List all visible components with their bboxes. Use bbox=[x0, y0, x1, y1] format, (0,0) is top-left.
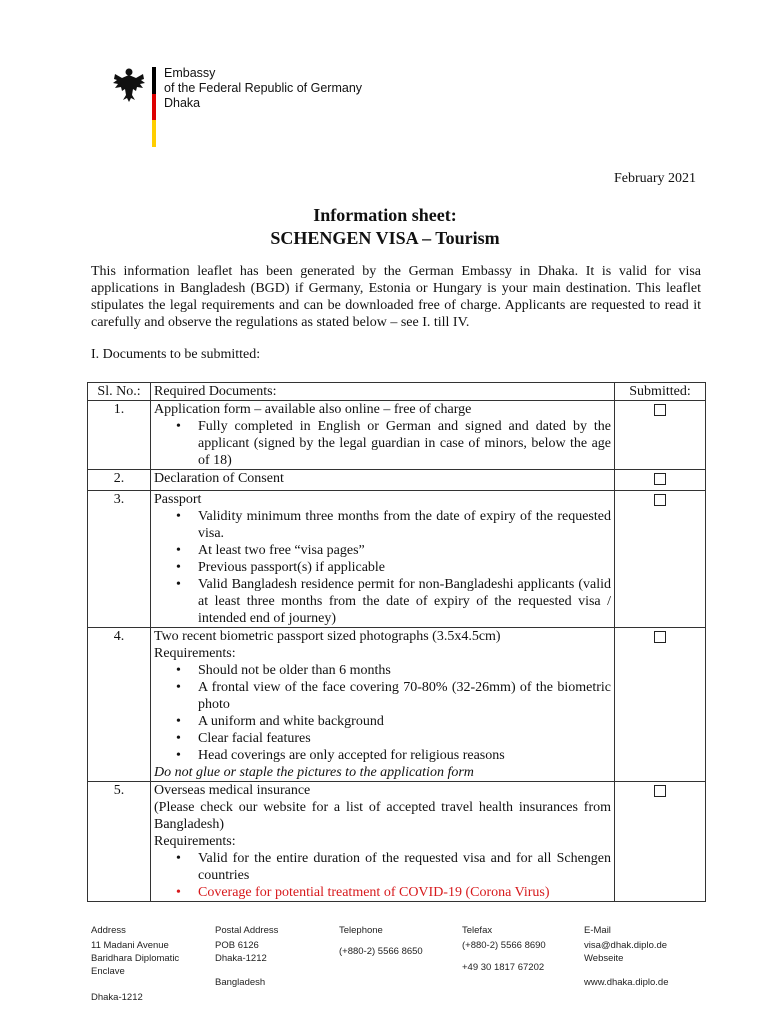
intro-paragraph: This information leaflet has been generated by the German Embassy in Dhaka. It is valid for visa applications in Bangladesh (BGD) if Germany, Estonia or Hungary is your main destination. This leaflet stipulates the legal requirements and can be downloaded free of charge. Applicants are requested to read it carefully and observe the regulations as stated below – see I. till IV. bbox=[91, 264, 701, 330]
list-item: • Fully completed in English or German and signed and dated by the applicant (signed by the legal guardian in case of minors, below the age of 18) bbox=[198, 418, 611, 469]
footer-website-url[interactable]: www.dhaka.diplo.de bbox=[584, 977, 669, 988]
document-date: February 2021 bbox=[613, 171, 696, 186]
submitted-cell bbox=[615, 401, 706, 470]
row-title: Passport bbox=[154, 492, 202, 507]
row-document bbox=[151, 401, 615, 470]
submitted-checkbox[interactable] bbox=[654, 473, 666, 485]
footer-telefax-line-2: +49 30 1817 67202 bbox=[462, 962, 545, 973]
submitted-checkbox[interactable] bbox=[654, 494, 666, 506]
table-row bbox=[88, 470, 706, 491]
list-item: • Validity minimum three months from the date of expiry of the requested visa. bbox=[198, 508, 611, 542]
footer-address-line-1: 11 Madani Avenue bbox=[91, 940, 169, 951]
row-title: Overseas medical insurance bbox=[154, 783, 311, 798]
footer-website-label: Webseite bbox=[584, 953, 624, 964]
requirement-list bbox=[154, 508, 611, 627]
list-item: • Valid for the entire duration of the requested visa and for all Schengen countries bbox=[198, 850, 611, 884]
row-number: 5. bbox=[88, 782, 151, 902]
list-item: • Clear facial features bbox=[198, 730, 611, 747]
table-row bbox=[88, 401, 706, 470]
footer-telefax bbox=[462, 924, 577, 974]
footer-address-line-3: Dhaka-1212 bbox=[91, 992, 143, 1003]
submitted-checkbox[interactable] bbox=[654, 404, 666, 416]
requirement-list bbox=[154, 662, 611, 764]
footer-address-line-2: Baridhara Diplomatic Enclave bbox=[91, 953, 180, 977]
covid-coverage-item: • Coverage for potential treatment of COVID-19 (Corona Virus) bbox=[198, 884, 611, 901]
row-title: Two recent biometric passport sized photographs (3.5x4.5cm) bbox=[154, 629, 501, 644]
title-line-2: SCHENGEN VISA – Tourism bbox=[270, 228, 500, 248]
list-item: • At least two free “visa pages” bbox=[198, 542, 611, 559]
section-heading: I. Documents to be submitted: bbox=[91, 347, 261, 362]
header-required-documents: Required Documents: bbox=[151, 383, 615, 401]
footer-email-address[interactable]: visa@dhak.diplo.de bbox=[584, 940, 668, 951]
row-document bbox=[151, 782, 615, 902]
submitted-cell bbox=[615, 470, 706, 491]
submitted-checkbox[interactable] bbox=[654, 785, 666, 797]
flag-bar bbox=[152, 67, 156, 147]
list-item: • Head coverings are only accepted for religious reasons bbox=[198, 747, 611, 764]
list-item: • Previous passport(s) if applicable bbox=[198, 559, 611, 576]
row-number: 3. bbox=[88, 491, 151, 628]
row-detail: (Please check our website for a list of accepted travel health insurances from Bangladesh) bbox=[154, 800, 611, 832]
submitted-cell bbox=[615, 491, 706, 628]
requirement-list bbox=[154, 850, 611, 901]
footer-telephone-label: Telephone bbox=[339, 925, 383, 936]
submitted-checkbox[interactable] bbox=[654, 631, 666, 643]
row-document bbox=[151, 628, 615, 782]
footer-postal-line-2: Dhaka-1212 bbox=[215, 953, 267, 964]
row-number: 1. bbox=[88, 401, 151, 470]
footer-address bbox=[91, 924, 206, 1004]
table-row bbox=[88, 628, 706, 782]
table-row bbox=[88, 782, 706, 902]
submitted-cell bbox=[615, 782, 706, 902]
header-sl-no: Sl. No.: bbox=[88, 383, 151, 401]
row-subheading: Requirements: bbox=[154, 646, 236, 661]
footer-telephone-number: (+880-2) 5566 8650 bbox=[339, 946, 423, 957]
list-item: • A frontal view of the face covering 70-80% (32-26mm) of the biometric photo bbox=[198, 679, 611, 713]
header-submitted: Submitted: bbox=[615, 383, 706, 401]
footer-email-label: E-Mail bbox=[584, 925, 611, 936]
federal-eagle-icon bbox=[112, 66, 146, 104]
list-item: • Should not be older than 6 months bbox=[198, 662, 611, 679]
footer-email bbox=[584, 924, 711, 989]
footer-postal bbox=[215, 924, 325, 989]
row-subheading: Requirements: bbox=[154, 834, 236, 849]
embassy-line-3: Dhaka bbox=[164, 96, 201, 110]
footer-address-label: Address bbox=[91, 925, 126, 936]
footer-postal-label: Postal Address bbox=[215, 925, 279, 936]
photo-note: Do not glue or staple the pictures to the application form bbox=[154, 765, 474, 780]
table-header-row bbox=[88, 383, 706, 401]
list-item: • Valid Bangladesh residence permit for non-Bangladeshi applicants (valid at least three months from the date of expiry of the requested visa / intended end of journey) bbox=[198, 576, 611, 627]
title-line-1: Information sheet: bbox=[313, 205, 457, 225]
embassy-name bbox=[164, 66, 362, 111]
row-title: Declaration of Consent bbox=[154, 471, 284, 486]
footer-postal-line-3: Bangladesh bbox=[215, 977, 266, 988]
table-row bbox=[88, 491, 706, 628]
row-number: 4. bbox=[88, 628, 151, 782]
documents-table bbox=[87, 382, 706, 902]
list-item: • A uniform and white background bbox=[198, 713, 611, 730]
row-document bbox=[151, 470, 615, 491]
row-number: 2. bbox=[88, 470, 151, 491]
footer-telefax-line-1: (+880-2) 5566 8690 bbox=[462, 940, 546, 951]
footer-postal-line-1: POB 6126 bbox=[215, 940, 259, 951]
submitted-cell bbox=[615, 628, 706, 782]
row-document bbox=[151, 491, 615, 628]
document-title bbox=[0, 204, 770, 250]
embassy-line-1: Embassy bbox=[164, 66, 216, 80]
embassy-line-2: of the Federal Republic of Germany bbox=[164, 81, 363, 95]
footer-telephone bbox=[339, 924, 454, 958]
row-title: Application form – available also online – free of charge bbox=[154, 402, 472, 417]
requirement-list bbox=[154, 418, 611, 469]
footer-telefax-label: Telefax bbox=[462, 925, 493, 936]
